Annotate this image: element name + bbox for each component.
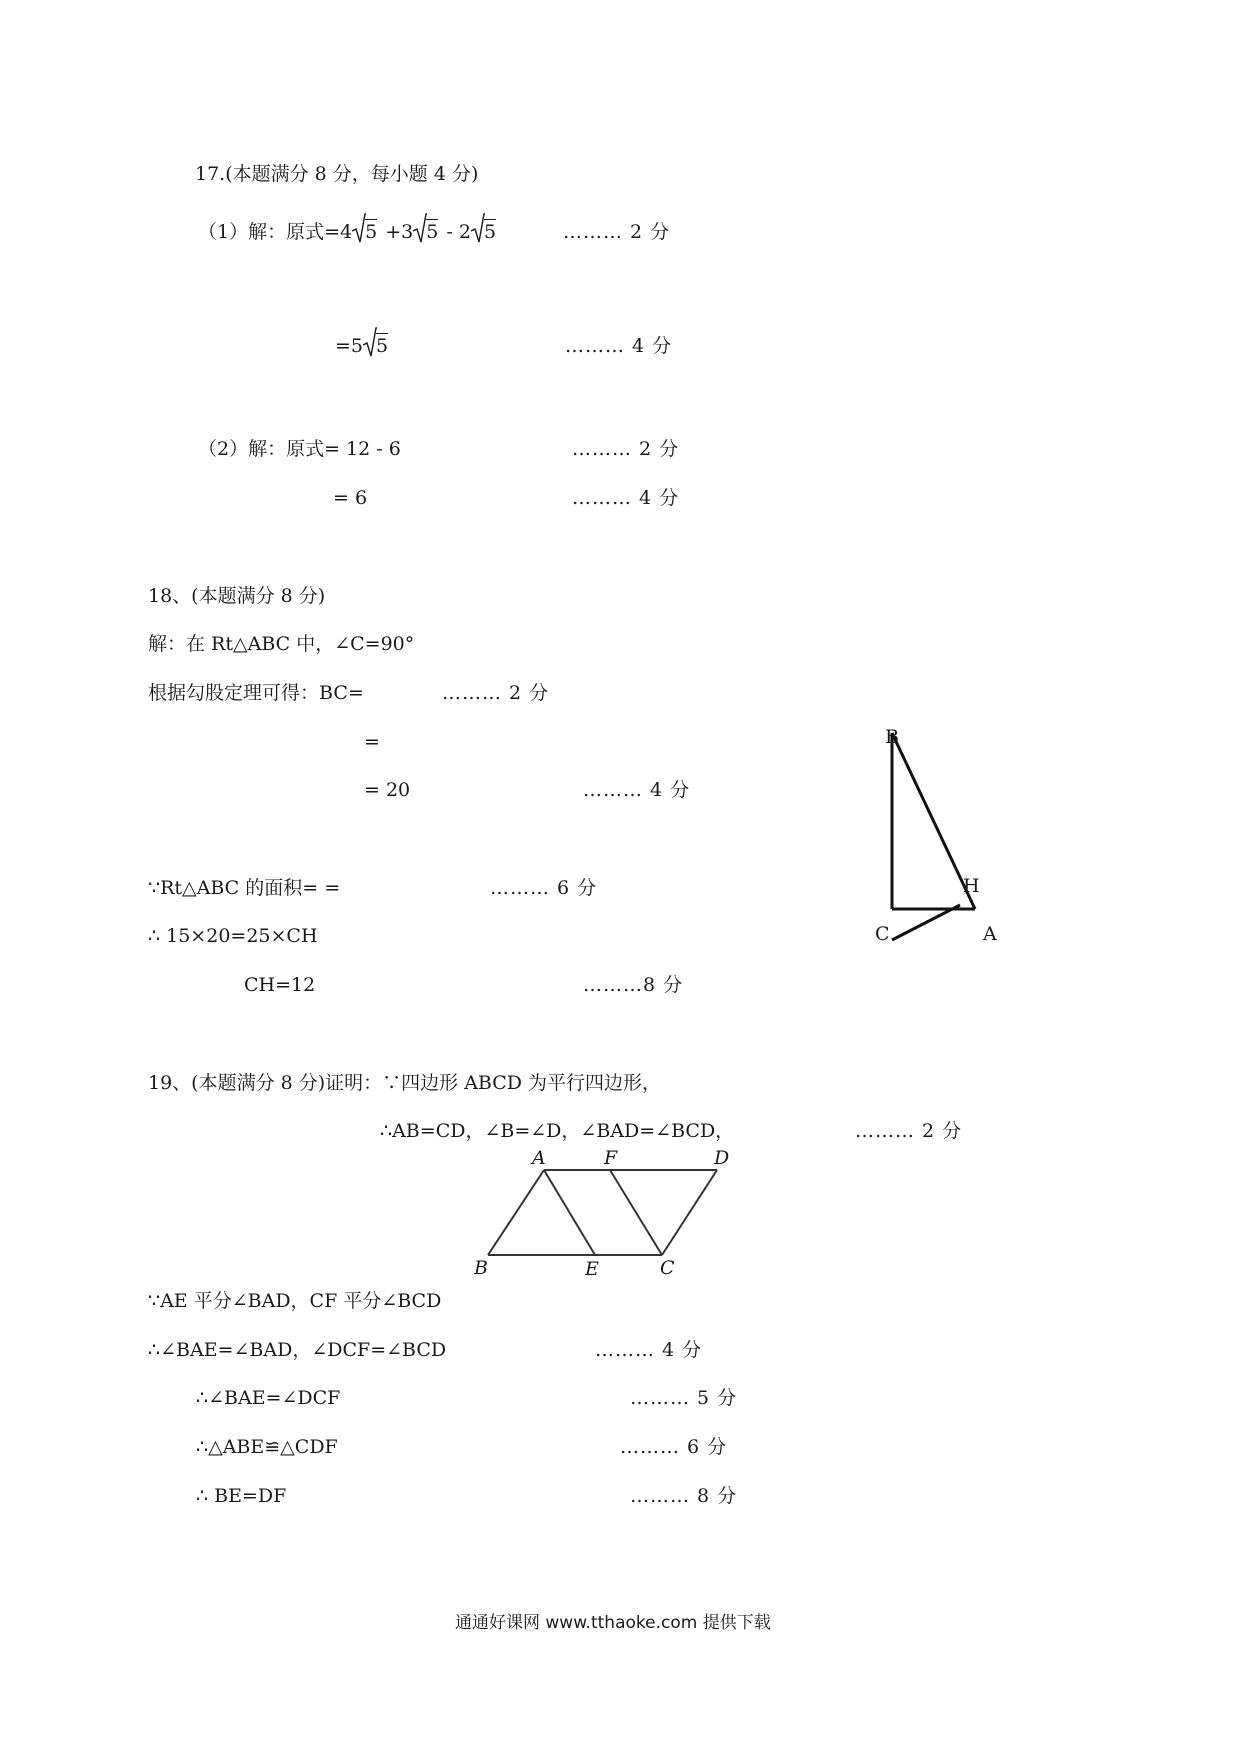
q18-line7-points: ………8 分 xyxy=(583,974,684,996)
segment-fc xyxy=(610,1170,662,1255)
q17-header: 17.(本题满分 8 分，每小题 4 分) xyxy=(195,163,479,185)
q17-part1-minus2: - 2 xyxy=(440,221,471,243)
q17-part2-points-2: ……… 4 分 xyxy=(572,487,680,509)
q18-line4: = 20 xyxy=(364,779,411,801)
q19-parallelogram-figure xyxy=(470,1150,720,1270)
q19-line6: ∴ BE=DF xyxy=(196,1485,287,1507)
q19-line6-points: ……… 8 分 xyxy=(630,1485,738,1507)
q18-line5-points: ……… 6 分 xyxy=(490,877,598,899)
q19-label-e: E xyxy=(585,1258,599,1280)
q17-part1-points: ……… 2 分 xyxy=(563,221,671,243)
q19-label-f: F xyxy=(604,1147,618,1169)
radical-sign-icon xyxy=(352,214,366,244)
radical-sign-icon xyxy=(471,214,485,244)
q19-label-c: C xyxy=(660,1257,675,1279)
sqrt-5-d: 5 xyxy=(363,334,388,358)
q18-line1: 解：在 Rt△ABC 中，∠C=90° xyxy=(148,633,415,655)
q18-line4-points: ……… 4 分 xyxy=(583,779,691,801)
q19-line4-points: ……… 5 分 xyxy=(630,1387,738,1409)
q18-line2-points: ……… 2 分 xyxy=(442,682,550,704)
q17-part2-line1: （2）解：原式= 12 - 6 xyxy=(198,438,401,460)
side-ab xyxy=(488,1170,544,1255)
q19-line1: ∴AB=CD，∠B=∠D，∠BAD=∠BCD， xyxy=(380,1120,735,1142)
q19-label-a: A xyxy=(532,1147,546,1169)
q19-header: 19、(本题满分 8 分)证明：∵四边形 ABCD 为平行四边形， xyxy=(148,1072,662,1094)
q19-label-d: D xyxy=(714,1147,730,1169)
q18-triangle-figure xyxy=(860,725,1020,955)
q18-line7: CH=12 xyxy=(244,974,316,996)
q19-line1-points: ……… 2 分 xyxy=(855,1120,963,1142)
page-footer: 通通好课网 www.tthaoke.com 提供下载 xyxy=(455,1613,771,1633)
side-dc xyxy=(662,1170,717,1255)
q19-line5-points: ……… 6 分 xyxy=(620,1436,728,1458)
q17-part1-points-2: ……… 4 分 xyxy=(565,335,673,357)
q17-part1-plus3: +3 xyxy=(379,221,414,243)
q19-line3: ∴∠BAE=∠BAD，∠DCF=∠BCD xyxy=(148,1339,447,1361)
q18-header: 18、(本题满分 8 分) xyxy=(148,585,326,607)
q18-label-b: B xyxy=(885,726,899,748)
q18-line2: 根据勾股定理可得：BC= xyxy=(148,682,364,704)
q19-line2: ∵AE 平分∠BAD，CF 平分∠BCD xyxy=(148,1290,442,1312)
q18-line5: ∵Rt△ABC 的面积= = xyxy=(148,877,341,899)
q19-line5: ∴△ABE≌△CDF xyxy=(196,1436,338,1458)
q18-label-a: A xyxy=(983,923,997,945)
q17-part2-points-1: ……… 2 分 xyxy=(572,438,680,460)
q18-label-h: H xyxy=(963,875,980,897)
sqrt-5-c: 5 xyxy=(471,220,496,244)
q17-part1-result: =5 5 xyxy=(335,334,388,358)
q19-label-b: B xyxy=(474,1257,488,1279)
radical-sign-icon xyxy=(363,328,377,358)
q19-line4: ∴∠BAE=∠DCF xyxy=(196,1387,341,1409)
sqrt-5-a: 5 xyxy=(352,220,377,244)
q17-part1-prefix: （1）解：原式=4 xyxy=(198,221,353,243)
q19-line3-points: ……… 4 分 xyxy=(595,1339,703,1361)
q17-part2-line2: = 6 xyxy=(333,487,368,509)
q18-line3: = xyxy=(364,731,380,753)
q18-label-c: C xyxy=(875,923,890,945)
q18-line6: ∴ 15×20=25×CH xyxy=(148,925,318,947)
segment-ae xyxy=(544,1170,595,1255)
radical-sign-icon xyxy=(413,214,427,244)
q17-part1-expression xyxy=(198,220,496,244)
sqrt-5-b: 5 xyxy=(413,220,438,244)
